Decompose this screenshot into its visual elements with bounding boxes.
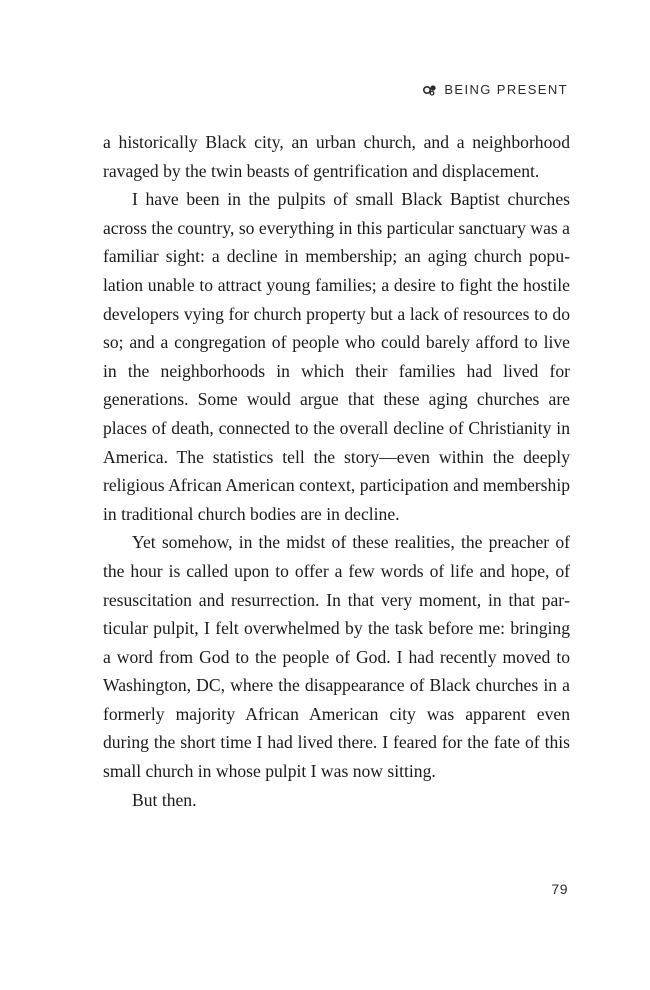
paragraph: But then. — [132, 789, 197, 810]
paragraph: I have been in the pulpits of small Black Baptist churches across the country, so everything in this particular sanctuary was a familiar sight: a decline in membership; an aging church population unable to attract young families; a desire to fight the hostile developers vying for church property but a lack of resources to do so; and a congregation of people who could barely afford to live in the neighborhoods in which their families had lived for generations. Some would argue that these aging churches are places of death, connected to the overall decline of Christianity in America. The statistics tell the story—even within the deeply religious African American context, participation and membership in traditional church bodies are in decline. — [103, 189, 570, 524]
fleuron-icon — [423, 84, 437, 96]
paragraph: a historically Black city, an urban church, and a neighborhood ravaged by the twin beasts of gentrification and displacement. — [103, 132, 570, 181]
running-head — [423, 82, 568, 97]
paragraph: Yet somehow, in the midst of these realities, the preacher of the hour is called upon to offer a few words of life and hope, of resuscitation and resurrection. In that very moment, in that particular pulpit, I felt overwhelmed by the task before me: bringing a word from God to the people of God. I had recently moved to Washington, DC, where the disappearance of Black churches in a formerly majority African American city was apparent even during the short time I had lived there. I feared for the fate of this small church in whose pulpit I was now sitting. — [103, 532, 570, 782]
body-text — [103, 128, 570, 814]
running-title: BEING PRESENT — [444, 82, 568, 97]
page-number: 79 — [551, 881, 568, 897]
